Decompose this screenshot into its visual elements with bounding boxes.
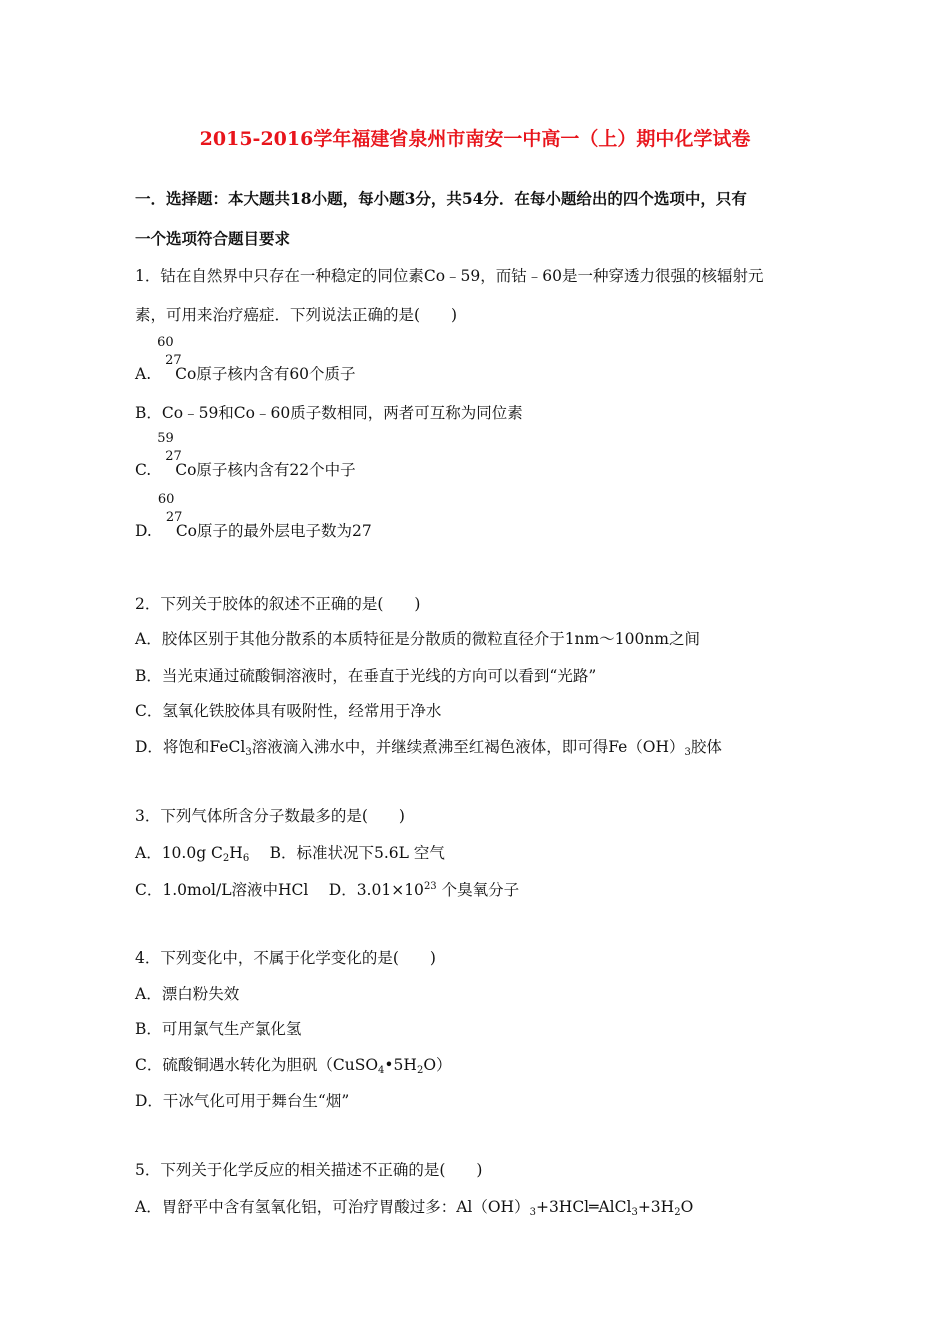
q2-option-b: B．当光束通过硫酸铜溶液时，在垂直于光线的方向可以看到“光路” — [135, 667, 597, 685]
q1-stem-line2: 素，可用来治疗癌症．下列说法正确的是( ) — [135, 306, 458, 324]
text-segment: +3H — [637, 1198, 675, 1216]
section-heading-line2: 一个选项符合题目要求 — [135, 229, 291, 248]
text-segment: +3HCl═AlCl — [535, 1198, 632, 1216]
option-text: Co原子核内含有22个中子 — [175, 461, 356, 479]
subscript: 3 — [245, 747, 252, 758]
atomic-number: 27 — [165, 510, 183, 525]
text-segment: C．硫酸铜遇水转化为胆矾（CuSO — [135, 1056, 379, 1074]
q2-option-c: C．氢氧化铁胶体具有吸附性，经常用于净水 — [135, 702, 442, 720]
text-segment: 胶体 — [690, 738, 722, 756]
subscript: 3 — [529, 1207, 536, 1218]
text-segment: A．胃舒平中含有氢氧化铝，可治疗胃酸过多：Al（OH） — [135, 1198, 530, 1216]
q4-option-c — [135, 1055, 452, 1081]
text-segment: B．标准状况下5.6L 空气 — [249, 844, 445, 862]
subscript: 2 — [674, 1207, 681, 1218]
subscript: 2 — [416, 1065, 424, 1076]
subscript: 4 — [378, 1065, 385, 1076]
page-title: 2015-2016学年福建省泉州市南安一中高一（上）期中化学试卷 — [199, 128, 751, 150]
q5-option-a — [135, 1197, 693, 1223]
text-segment: 个臭氧分子 — [436, 881, 520, 899]
subscript: 3 — [631, 1207, 638, 1218]
q1-option-a — [135, 335, 356, 384]
text-segment: 溶液滴入沸水中，并继续煮沸至红褐色液体，即可得Fe（OH） — [251, 738, 685, 756]
q3-options-cd — [135, 877, 519, 900]
q1-option-b: B．Co﹣59和Co﹣60质子数相同，两者可互称为同位素 — [135, 404, 523, 422]
text-segment: O） — [423, 1056, 452, 1074]
q2-stem: 2．下列关于胶体的叙述不正确的是( ) — [135, 595, 421, 613]
q1-stem-line1: 1．钴在自然界中只存在一种稳定的同位素Co﹣59，而钴﹣60是一种穿透力很强的核辐射元 — [135, 267, 764, 285]
subscript: 6 — [242, 853, 250, 864]
option-label: C. — [135, 461, 152, 479]
text-segment: C．1.0mol/L溶液中HCl D．3.01×10 — [135, 881, 424, 899]
section-heading-line1: 一．选择题：本大题共18小题，每小题3分，共54分．在每小题给出的四个选项中，只有 — [135, 189, 747, 208]
atomic-number: 27 — [165, 449, 182, 464]
superscript: 23 — [423, 881, 437, 892]
q2-option-a: A．胶体区别于其他分散系的本质特征是分散质的微粒直径介于1nm～100nm之间 — [135, 630, 701, 648]
q4-option-d: D．干冰气化可用于舞台生“烟” — [135, 1092, 350, 1110]
q5-stem: 5．下列关于化学反应的相关描述不正确的是( ) — [135, 1161, 483, 1179]
mass-number: 60 — [157, 492, 175, 507]
text-segment: A．10.0g C — [135, 844, 223, 862]
text-segment: O — [680, 1198, 694, 1216]
subscript: 3 — [684, 747, 691, 758]
option-label: A. — [135, 365, 152, 383]
mass-number: 59 — [157, 431, 174, 446]
option-label: D. — [135, 522, 152, 540]
q1-option-c — [135, 431, 356, 480]
mass-number: 60 — [157, 335, 174, 350]
nuclide-notation — [152, 492, 183, 541]
q3-stem: 3．下列气体所含分子数最多的是( ) — [135, 807, 405, 825]
nuclide-notation — [151, 431, 182, 480]
nuclide-notation — [151, 335, 182, 384]
q4-option-b: B．可用氯气生产氯化氢 — [135, 1020, 302, 1038]
q4-option-a: A．漂白粉失效 — [135, 985, 240, 1003]
option-text: Co原子核内含有60个质子 — [175, 365, 356, 383]
text-segment: •5H — [384, 1056, 417, 1074]
subscript: 2 — [222, 853, 230, 864]
q4-stem: 4．下列变化中，不属于化学变化的是( ) — [135, 949, 436, 967]
text-segment: H — [229, 844, 243, 862]
q1-option-d — [135, 492, 372, 541]
option-text: Co原子的最外层电子数为27 — [175, 522, 372, 540]
text-segment: D．将饱和FeCl — [135, 738, 246, 756]
atomic-number: 27 — [165, 353, 182, 368]
q3-options-ab — [135, 843, 445, 869]
q2-option-d — [135, 737, 722, 763]
